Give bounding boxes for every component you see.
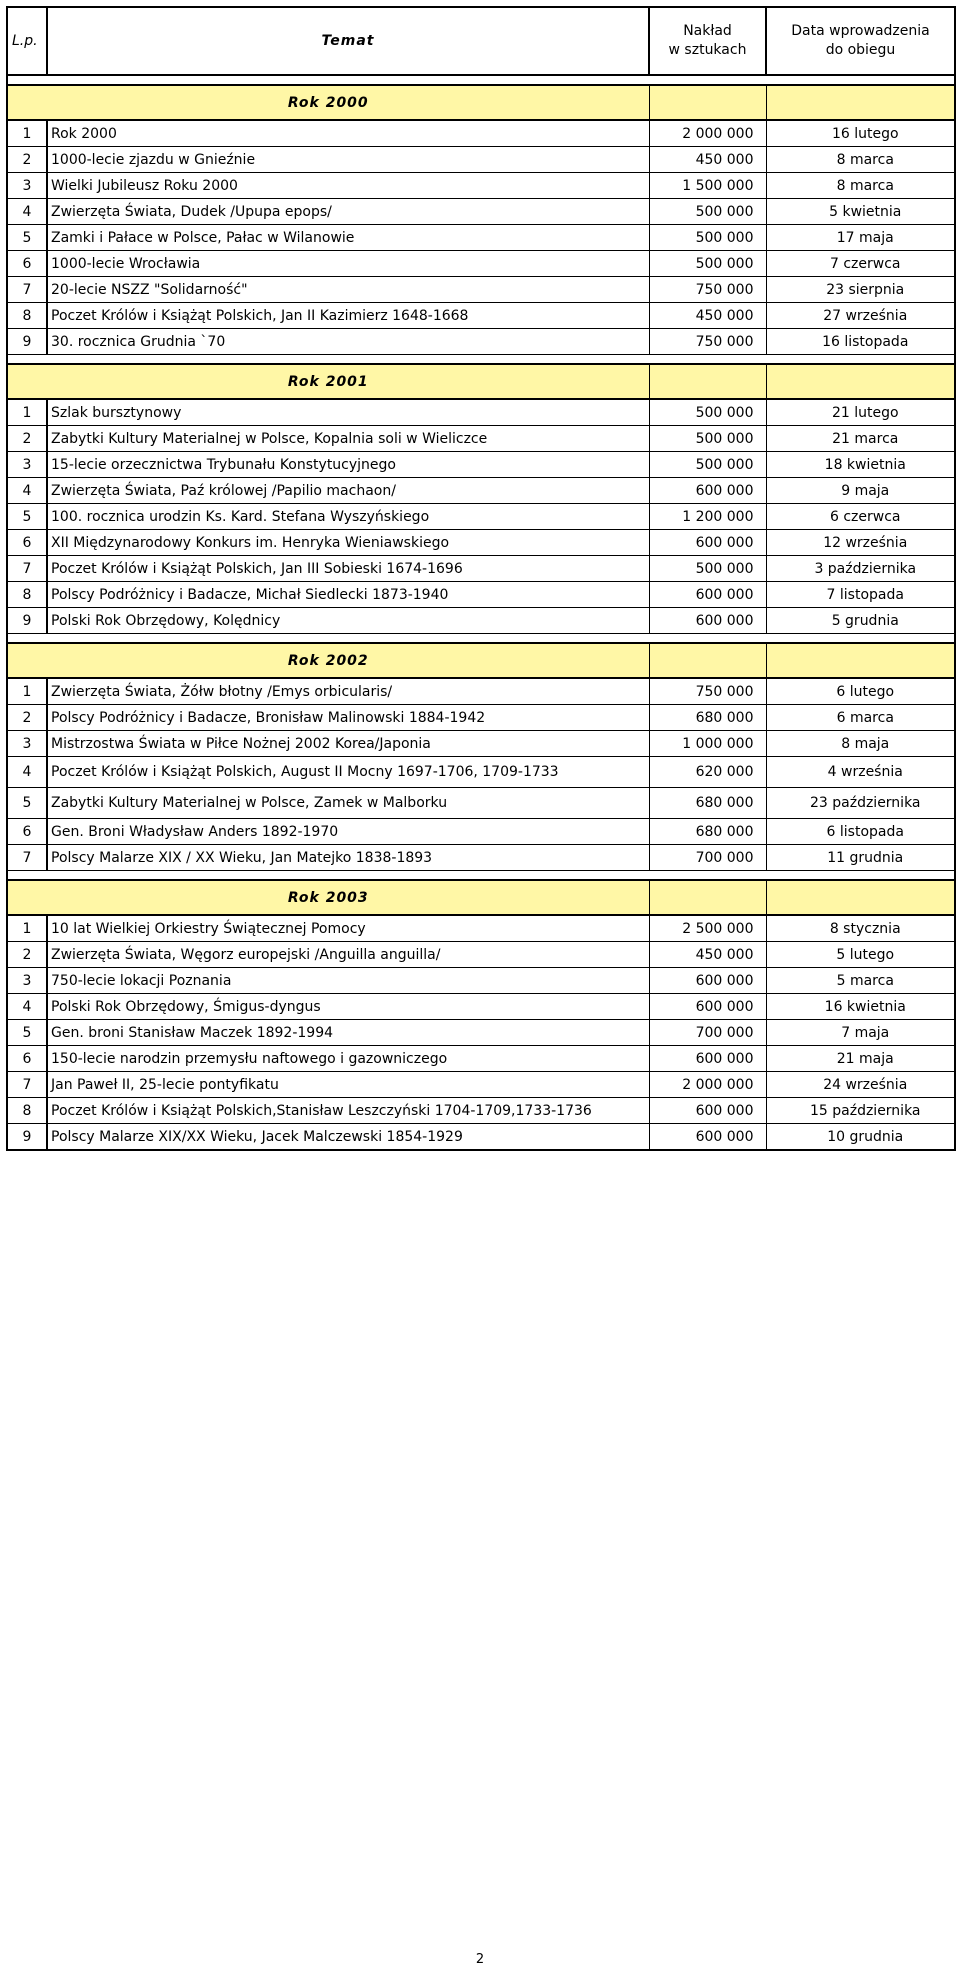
row-topic: 100. rocznica urodzin Ks. Kard. Stefana Wyszyńskiego bbox=[47, 504, 649, 530]
row-quantity: 700 000 bbox=[649, 845, 766, 871]
row-quantity: 1 500 000 bbox=[649, 173, 766, 199]
year-label: Rok 2003 bbox=[287, 889, 369, 906]
row-number: 5 bbox=[7, 225, 47, 251]
stamp-issue-table-sheet bbox=[6, 6, 954, 1151]
row-issue-date: 27 września bbox=[766, 303, 955, 329]
year-date-cell bbox=[766, 85, 955, 120]
row-quantity: 750 000 bbox=[649, 277, 766, 303]
row-quantity: 450 000 bbox=[649, 147, 766, 173]
row-number: 2 bbox=[7, 705, 47, 731]
row-number: 5 bbox=[7, 788, 47, 819]
row-quantity: 2 500 000 bbox=[649, 915, 766, 942]
year-label-cell bbox=[7, 643, 649, 678]
table-row bbox=[7, 819, 955, 845]
row-quantity: 1 200 000 bbox=[649, 504, 766, 530]
table-row bbox=[7, 608, 955, 634]
header-temat: Temat bbox=[47, 7, 649, 75]
row-number: 8 bbox=[7, 1098, 47, 1124]
row-number: 3 bbox=[7, 173, 47, 199]
table-row bbox=[7, 731, 955, 757]
table-row bbox=[7, 251, 955, 277]
table-row bbox=[7, 582, 955, 608]
row-topic: Polski Rok Obrzędowy, Śmigus-dyngus bbox=[47, 994, 649, 1020]
year-date-cell bbox=[766, 880, 955, 915]
row-number: 7 bbox=[7, 845, 47, 871]
header-naklad bbox=[649, 7, 766, 75]
row-topic: 20-lecie NSZZ "Solidarność" bbox=[47, 277, 649, 303]
table-row bbox=[7, 147, 955, 173]
row-number: 8 bbox=[7, 582, 47, 608]
row-number: 7 bbox=[7, 556, 47, 582]
row-number: 4 bbox=[7, 757, 47, 788]
year-header-row bbox=[7, 880, 955, 915]
row-quantity: 700 000 bbox=[649, 1020, 766, 1046]
row-topic: Poczet Królów i Książąt Polskich, Jan III Sobieski 1674-1696 bbox=[47, 556, 649, 582]
row-issue-date: 4 września bbox=[766, 757, 955, 788]
row-issue-date: 16 kwietnia bbox=[766, 994, 955, 1020]
row-issue-date: 21 lutego bbox=[766, 399, 955, 426]
row-quantity: 450 000 bbox=[649, 303, 766, 329]
year-qty-cell bbox=[649, 85, 766, 120]
row-number: 2 bbox=[7, 426, 47, 452]
row-topic: Zwierzęta Świata, Żółw błotny /Emys orbicularis/ bbox=[47, 678, 649, 705]
row-number: 9 bbox=[7, 1124, 47, 1151]
table-row bbox=[7, 705, 955, 731]
row-topic: 1000-lecie zjazdu w Gnieźnie bbox=[47, 147, 649, 173]
row-issue-date: 21 marca bbox=[766, 426, 955, 452]
row-quantity: 2 000 000 bbox=[649, 1072, 766, 1098]
table-row bbox=[7, 678, 955, 705]
header-data bbox=[766, 7, 955, 75]
row-issue-date: 5 lutego bbox=[766, 942, 955, 968]
row-number: 1 bbox=[7, 399, 47, 426]
table-row bbox=[7, 426, 955, 452]
row-topic: Polscy Podróżnicy i Badacze, Bronisław Malinowski 1884-1942 bbox=[47, 705, 649, 731]
row-topic: Poczet Królów i Książąt Polskich,Stanisław Leszczyński 1704-1709,1733-1736 bbox=[47, 1098, 649, 1124]
row-quantity: 680 000 bbox=[649, 705, 766, 731]
row-issue-date: 21 maja bbox=[766, 1046, 955, 1072]
row-topic: Gen. broni Stanisław Maczek 1892-1994 bbox=[47, 1020, 649, 1046]
group-spacer bbox=[7, 871, 955, 881]
row-topic: Poczet Królów i Książąt Polskich, Jan II Kazimierz 1648-1668 bbox=[47, 303, 649, 329]
table-row bbox=[7, 530, 955, 556]
row-issue-date: 23 października bbox=[766, 788, 955, 819]
row-number: 1 bbox=[7, 120, 47, 147]
row-quantity: 680 000 bbox=[649, 788, 766, 819]
year-label-cell bbox=[7, 85, 649, 120]
table-row bbox=[7, 845, 955, 871]
group-spacer bbox=[7, 75, 955, 85]
row-quantity: 500 000 bbox=[649, 199, 766, 225]
table-row bbox=[7, 757, 955, 788]
row-issue-date: 6 listopada bbox=[766, 819, 955, 845]
row-quantity: 600 000 bbox=[649, 530, 766, 556]
group-spacer-cell bbox=[7, 634, 955, 644]
row-number: 3 bbox=[7, 968, 47, 994]
table-row bbox=[7, 556, 955, 582]
row-issue-date: 6 marca bbox=[766, 705, 955, 731]
table-row bbox=[7, 994, 955, 1020]
row-issue-date: 15 października bbox=[766, 1098, 955, 1124]
table-row bbox=[7, 1072, 955, 1098]
row-topic: 15-lecie orzecznictwa Trybunału Konstytucyjnego bbox=[47, 452, 649, 478]
table-row bbox=[7, 120, 955, 147]
table-row bbox=[7, 504, 955, 530]
row-topic: Zabytki Kultury Materialnej w Polsce, Kopalnia soli w Wieliczce bbox=[47, 426, 649, 452]
row-quantity: 600 000 bbox=[649, 478, 766, 504]
row-number: 4 bbox=[7, 994, 47, 1020]
row-topic: Zwierzęta Świata, Paź królowej /Papilio machaon/ bbox=[47, 478, 649, 504]
table-row bbox=[7, 1098, 955, 1124]
row-issue-date: 16 lutego bbox=[766, 120, 955, 147]
row-issue-date: 8 maja bbox=[766, 731, 955, 757]
row-issue-date: 5 marca bbox=[766, 968, 955, 994]
row-number: 9 bbox=[7, 329, 47, 355]
table-row bbox=[7, 199, 955, 225]
row-topic: Mistrzostwa Świata w Piłce Nożnej 2002 Korea/Japonia bbox=[47, 731, 649, 757]
row-issue-date: 3 października bbox=[766, 556, 955, 582]
row-topic: 750-lecie lokacji Poznania bbox=[47, 968, 649, 994]
row-number: 6 bbox=[7, 1046, 47, 1072]
row-number: 7 bbox=[7, 1072, 47, 1098]
row-topic: Poczet Królów i Książąt Polskich, August II Mocny 1697-1706, 1709-1733 bbox=[47, 757, 649, 788]
table-row bbox=[7, 329, 955, 355]
table-row bbox=[7, 225, 955, 251]
year-date-cell bbox=[766, 364, 955, 399]
group-spacer-cell bbox=[7, 355, 955, 365]
header-data-line2: do obiegu bbox=[825, 42, 896, 58]
row-quantity: 500 000 bbox=[649, 225, 766, 251]
table-row bbox=[7, 915, 955, 942]
row-number: 6 bbox=[7, 819, 47, 845]
row-quantity: 620 000 bbox=[649, 757, 766, 788]
row-quantity: 600 000 bbox=[649, 582, 766, 608]
row-number: 2 bbox=[7, 942, 47, 968]
row-number: 2 bbox=[7, 147, 47, 173]
row-topic: 30. rocznica Grudnia `70 bbox=[47, 329, 649, 355]
year-label-cell bbox=[7, 880, 649, 915]
row-quantity: 600 000 bbox=[649, 1124, 766, 1151]
row-issue-date: 8 stycznia bbox=[766, 915, 955, 942]
row-number: 5 bbox=[7, 504, 47, 530]
header-naklad-line2: w sztukach bbox=[668, 42, 747, 58]
row-issue-date: 5 grudnia bbox=[766, 608, 955, 634]
table-row bbox=[7, 478, 955, 504]
row-topic: Rok 2000 bbox=[47, 120, 649, 147]
row-topic: 1000-lecie Wrocławia bbox=[47, 251, 649, 277]
row-topic: Zabytki Kultury Materialnej w Polsce, Zamek w Malborku bbox=[47, 788, 649, 819]
row-issue-date: 8 marca bbox=[766, 173, 955, 199]
year-label: Rok 2000 bbox=[287, 94, 369, 111]
group-spacer-cell bbox=[7, 75, 955, 85]
table-row bbox=[7, 1124, 955, 1151]
row-issue-date: 7 czerwca bbox=[766, 251, 955, 277]
table-row bbox=[7, 399, 955, 426]
row-topic: Zwierzęta Świata, Dudek /Upupa epops/ bbox=[47, 199, 649, 225]
row-quantity: 2 000 000 bbox=[649, 120, 766, 147]
row-issue-date: 17 maja bbox=[766, 225, 955, 251]
row-issue-date: 7 listopada bbox=[766, 582, 955, 608]
table-row bbox=[7, 173, 955, 199]
row-number: 6 bbox=[7, 251, 47, 277]
row-quantity: 600 000 bbox=[649, 968, 766, 994]
year-label: Rok 2001 bbox=[287, 373, 369, 390]
row-issue-date: 5 kwietnia bbox=[766, 199, 955, 225]
year-header-row bbox=[7, 643, 955, 678]
row-number: 6 bbox=[7, 530, 47, 556]
row-topic: Jan Paweł II, 25-lecie pontyfikatu bbox=[47, 1072, 649, 1098]
row-issue-date: 8 marca bbox=[766, 147, 955, 173]
table-body bbox=[7, 75, 955, 1150]
year-header-row bbox=[7, 85, 955, 120]
table-row bbox=[7, 1020, 955, 1046]
row-issue-date: 18 kwietnia bbox=[766, 452, 955, 478]
row-topic: Zamki i Pałace w Polsce, Pałac w Wilanowie bbox=[47, 225, 649, 251]
page-number: 2 bbox=[475, 1952, 485, 1967]
row-issue-date: 24 września bbox=[766, 1072, 955, 1098]
row-topic: Szlak bursztynowy bbox=[47, 399, 649, 426]
group-spacer-cell bbox=[7, 871, 955, 881]
row-quantity: 600 000 bbox=[649, 1046, 766, 1072]
table-row bbox=[7, 968, 955, 994]
row-issue-date: 10 grudnia bbox=[766, 1124, 955, 1151]
row-quantity: 500 000 bbox=[649, 251, 766, 277]
header-lp: L.p. bbox=[7, 7, 47, 75]
group-spacer bbox=[7, 634, 955, 644]
row-topic: Polscy Malarze XIX / XX Wieku, Jan Matejko 1838-1893 bbox=[47, 845, 649, 871]
table-row bbox=[7, 942, 955, 968]
row-topic: Polscy Malarze XIX/XX Wieku, Jacek Malczewski 1854-1929 bbox=[47, 1124, 649, 1151]
row-issue-date: 16 listopada bbox=[766, 329, 955, 355]
row-number: 3 bbox=[7, 731, 47, 757]
row-topic: 150-lecie narodzin przemysłu naftowego i gazowniczego bbox=[47, 1046, 649, 1072]
row-issue-date: 7 maja bbox=[766, 1020, 955, 1046]
row-quantity: 500 000 bbox=[649, 556, 766, 582]
table-row bbox=[7, 788, 955, 819]
row-issue-date: 9 maja bbox=[766, 478, 955, 504]
row-quantity: 600 000 bbox=[649, 608, 766, 634]
row-topic: Zwierzęta Świata, Węgorz europejski /Anguilla anguilla/ bbox=[47, 942, 649, 968]
table-row bbox=[7, 452, 955, 478]
table-row bbox=[7, 1046, 955, 1072]
row-issue-date: 11 grudnia bbox=[766, 845, 955, 871]
stamp-issue-table bbox=[6, 6, 956, 1151]
table-row bbox=[7, 277, 955, 303]
year-header-row bbox=[7, 364, 955, 399]
header-data-line1: Data wprowadzenia bbox=[791, 23, 930, 39]
row-number: 1 bbox=[7, 915, 47, 942]
row-number: 7 bbox=[7, 277, 47, 303]
row-topic: Polscy Podróżnicy i Badacze, Michał Siedlecki 1873-1940 bbox=[47, 582, 649, 608]
row-quantity: 750 000 bbox=[649, 678, 766, 705]
row-number: 8 bbox=[7, 303, 47, 329]
table-row bbox=[7, 303, 955, 329]
row-topic: XII Międzynarodowy Konkurs im. Henryka Wieniawskiego bbox=[47, 530, 649, 556]
row-number: 4 bbox=[7, 199, 47, 225]
year-qty-cell bbox=[649, 880, 766, 915]
year-qty-cell bbox=[649, 364, 766, 399]
year-label-cell bbox=[7, 364, 649, 399]
row-issue-date: 23 sierpnia bbox=[766, 277, 955, 303]
row-quantity: 500 000 bbox=[649, 452, 766, 478]
year-date-cell bbox=[766, 643, 955, 678]
row-quantity: 750 000 bbox=[649, 329, 766, 355]
row-quantity: 500 000 bbox=[649, 399, 766, 426]
row-topic: Gen. Broni Władysław Anders 1892-1970 bbox=[47, 819, 649, 845]
year-qty-cell bbox=[649, 643, 766, 678]
year-label: Rok 2002 bbox=[287, 652, 369, 669]
row-quantity: 450 000 bbox=[649, 942, 766, 968]
row-quantity: 600 000 bbox=[649, 994, 766, 1020]
row-number: 5 bbox=[7, 1020, 47, 1046]
row-topic: Wielki Jubileusz Roku 2000 bbox=[47, 173, 649, 199]
row-issue-date: 6 lutego bbox=[766, 678, 955, 705]
table-header-row bbox=[7, 7, 955, 75]
row-issue-date: 12 września bbox=[766, 530, 955, 556]
row-quantity: 600 000 bbox=[649, 1098, 766, 1124]
group-spacer bbox=[7, 355, 955, 365]
header-naklad-line1: Nakład bbox=[683, 23, 732, 39]
row-quantity: 680 000 bbox=[649, 819, 766, 845]
row-topic: Polski Rok Obrzędowy, Kolędnicy bbox=[47, 608, 649, 634]
row-number: 9 bbox=[7, 608, 47, 634]
row-quantity: 500 000 bbox=[649, 426, 766, 452]
row-quantity: 1 000 000 bbox=[649, 731, 766, 757]
row-number: 1 bbox=[7, 678, 47, 705]
row-issue-date: 6 czerwca bbox=[766, 504, 955, 530]
row-number: 4 bbox=[7, 478, 47, 504]
row-topic: 10 lat Wielkiej Orkiestry Świątecznej Pomocy bbox=[47, 915, 649, 942]
row-number: 3 bbox=[7, 452, 47, 478]
